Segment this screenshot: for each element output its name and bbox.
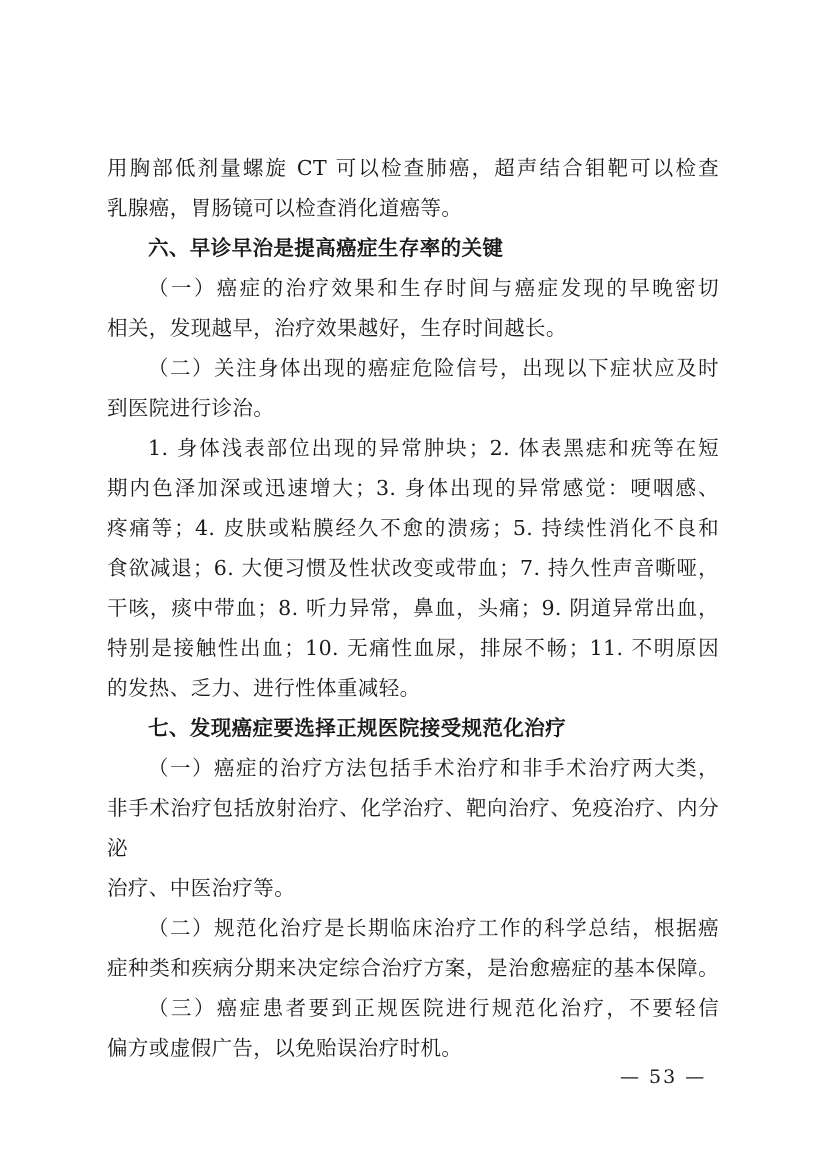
s7-p2-line-2: 症种类和疾病分期来决定综合治疗方案，是治愈癌症的基本保障。 [107,956,719,980]
continuation-line-2: 乳腺癌，胃肠镜可以检查消化道癌等。 [107,196,463,220]
s6-p3-line-6: 特别是接触性出血；10. 无痛性血尿，排尿不畅；11. 不明原因 [107,636,719,660]
continuation-line-1: 用胸部低剂量螺旋 CT 可以检查肺癌，超声结合钼靶可以检查 [107,156,719,180]
s6-p3-line-2: 期内色泽加深或迅速增大；3. 身体出现的异常感觉：哽咽感、 [107,476,719,500]
s7-p1-line-3: 治疗、中医治疗等。 [107,876,296,900]
s7-p2-line-1: （二）规范化治疗是长期临床治疗工作的科学总结，根据癌 [148,916,719,940]
s6-p3-line-4: 食欲减退；6. 大便习惯及性状改变或带血；7. 持久性声音嘶哑， [107,556,719,580]
s6-p3-line-1: 1. 身体浅表部位出现的异常肿块；2. 体表黑痣和疣等在短 [148,436,719,460]
s6-p1-line-1: （一）癌症的治疗效果和生存时间与癌症发现的早晚密切 [148,276,719,300]
page-number: — 53 — [620,1066,707,1088]
s6-p2-line-2: 到医院进行诊治。 [107,396,275,420]
section-heading-6: 六、早诊早治是提高癌症生存率的关键 [148,236,504,260]
s7-p1-line-1: （一）癌症的治疗方法包括手术治疗和非手术治疗两大类， [148,756,719,780]
s7-p3-line-2: 偏方或虚假广告，以免贻误治疗时机。 [107,1036,463,1060]
s6-p3-line-5: 干咳，痰中带血；8. 听力异常，鼻血，头痛；9. 阴道异常出血， [107,596,719,620]
s7-p1-line-2: 非手术治疗包括放射治疗、化学治疗、靶向治疗、免疫治疗、内分泌 [107,796,719,860]
section-heading-7: 七、发现癌症要选择正规医院接受规范化治疗 [148,716,566,740]
s6-p3-line-3: 疼痛等；4. 皮肤或粘膜经久不愈的溃疡；5. 持续性消化不良和 [107,516,719,540]
s7-p3-line-1: （三）癌症患者要到正规医院进行规范化治疗，不要轻信 [148,996,719,1020]
page-content [107,148,719,1068]
s6-p3-line-7: 的发热、乏力、进行性体重减轻。 [107,676,421,700]
s6-p2-line-1: （二）关注身体出现的癌症危险信号，出现以下症状应及时 [148,356,719,380]
s6-p1-line-2: 相关，发现越早，治疗效果越好，生存时间越长。 [107,316,567,340]
